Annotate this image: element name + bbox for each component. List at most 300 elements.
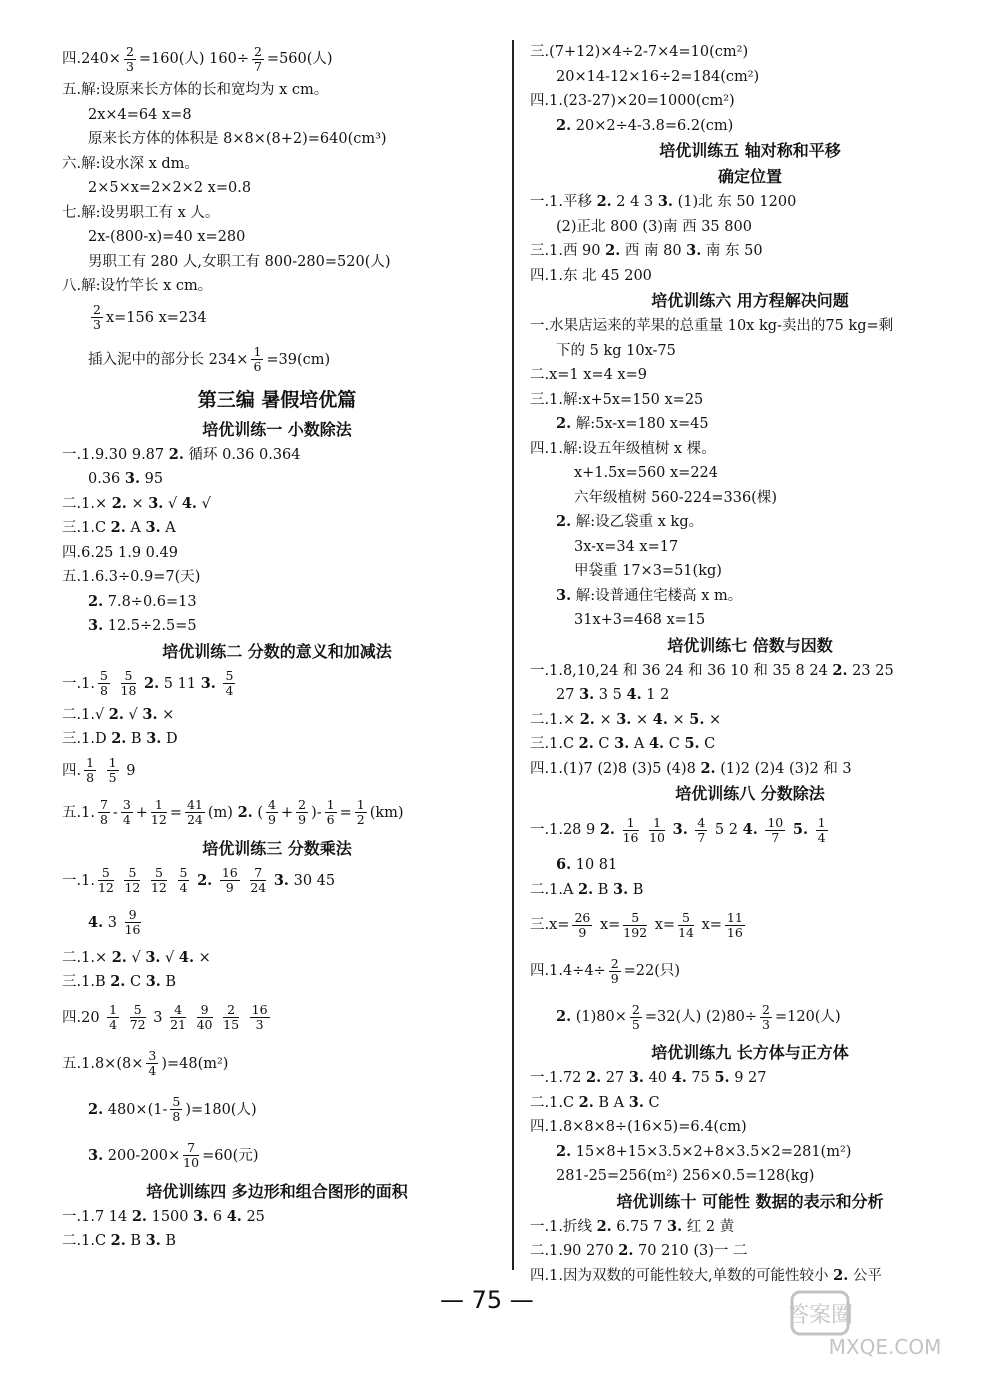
fraction-denominator: 7 [771, 829, 780, 845]
fraction-numerator: 1 [649, 816, 665, 831]
answer-text: 40 [643, 1070, 672, 1086]
item-number: 2. [556, 1142, 572, 1160]
answer-text: =22(只) [623, 963, 681, 979]
answer-text: = [169, 804, 182, 821]
answer-text: √ [123, 706, 143, 723]
answer-text: B [593, 881, 614, 898]
fraction [760, 1003, 772, 1032]
answer-text: - [112, 804, 118, 821]
item-number: 2. [88, 592, 104, 610]
item-number: 2. [131, 1207, 147, 1225]
answer-text: 插入泥中的部分长 234× [88, 351, 249, 368]
answer-line [530, 339, 970, 364]
answer-text: x= [696, 917, 722, 933]
fraction [355, 798, 367, 827]
item-number: 3. [613, 880, 629, 898]
fraction-numerator: 5 [179, 865, 188, 880]
answer-text: 3 [148, 1009, 168, 1026]
item-number: 2. [110, 973, 126, 990]
item-number: 2. [168, 445, 184, 463]
answer-text: 2x-(800-x)=40 x=280 [88, 229, 246, 245]
item-number: 2. [556, 116, 572, 134]
answer-text: ( [252, 804, 263, 821]
fraction-numerator: 5 [121, 669, 137, 684]
answer-text: )=180(人) [185, 1101, 257, 1118]
answer-text [615, 822, 620, 838]
fraction-numerator: 2 [125, 43, 134, 59]
answer-text: 七.解:设男职工有 x 人。 [62, 204, 220, 221]
fraction-numerator: 5 [678, 911, 694, 926]
answer-line [530, 559, 970, 584]
item-number: 3. [145, 1232, 161, 1249]
item-number: 2. [700, 759, 716, 777]
answer-text: 27 [556, 687, 580, 703]
answer-line [62, 176, 492, 201]
fraction-numerator: 1 [326, 797, 335, 812]
answer-line [530, 683, 970, 708]
answer-line [530, 1091, 970, 1116]
answer-text: 五.1. [62, 804, 95, 821]
answer-text: 四.240× [62, 51, 121, 67]
answer-text: =560(人) [266, 51, 333, 67]
fraction [197, 1003, 213, 1032]
answer-text [642, 822, 647, 838]
fraction [223, 1003, 239, 1032]
item-number: 3. [273, 871, 289, 889]
answer-text: 一.水果店运来的苹果的总重量 10x kg-卖出的75 kg=剩 [530, 318, 894, 334]
fraction-denominator: 4 [148, 1063, 157, 1078]
answer-text: 200-200× [103, 1147, 181, 1164]
answer-line [530, 215, 970, 240]
answer-text: 二.1.× [530, 711, 580, 728]
answer-text: 二.1.× [62, 495, 112, 512]
fraction-numerator: 2 [762, 1001, 770, 1017]
answer-text: 甲袋重 17×3=51(kg) [574, 563, 722, 579]
fraction-numerator: 1 [356, 797, 365, 812]
answer-text: 五.1.6.3÷0.9=7(天) [62, 569, 201, 585]
item-number: 2. [578, 880, 594, 898]
item-number: 2. [599, 821, 615, 838]
fraction-numerator: 5 [98, 866, 114, 881]
answer-text: 三.1.B [62, 974, 111, 990]
fraction-denominator: 12 [150, 880, 167, 895]
answer-text: 二.x=1 x=4 x=9 [530, 367, 647, 383]
item-number: 2. [108, 705, 124, 723]
answer-line [530, 1066, 970, 1091]
answer-line [62, 790, 492, 836]
answer-line [62, 862, 492, 900]
answer-text: 四.6.25 1.9 0.49 [62, 544, 178, 561]
answer-text: 一.1.9.30 9.87 [62, 446, 169, 463]
answer-text: 20×14-12×16÷2=184(cm²) [556, 68, 760, 85]
fraction-numerator: 4 [268, 797, 276, 812]
item-number: 3. [146, 730, 162, 747]
item-number: 2. [578, 735, 594, 752]
answer-line [530, 1140, 970, 1165]
item-number: 2. [111, 948, 127, 966]
answer-text [242, 1010, 247, 1026]
fraction-numerator: 9 [197, 1003, 213, 1018]
fraction [678, 911, 694, 940]
answer-line [62, 127, 492, 152]
answer-line [530, 659, 970, 684]
answer-line [530, 190, 970, 215]
answer-line [62, 78, 492, 103]
item-number: 2. [556, 415, 572, 432]
item-number: 4. [671, 1069, 687, 1086]
answer-text: 四.1.8×8×8÷(16×5)=6.4(cm) [530, 1119, 747, 1135]
answer-text: 八.解:设竹竿长 x cm。 [62, 278, 213, 294]
fraction-numerator: 2 [223, 1003, 239, 1018]
answer-line [530, 853, 970, 878]
left-column [62, 40, 492, 1254]
item-number: 3. [145, 948, 161, 966]
fraction-denominator: 24 [250, 880, 267, 895]
item-number: 2. [579, 710, 595, 728]
answer-text: (km) [369, 804, 404, 821]
fraction-numerator: 7 [183, 1141, 199, 1156]
answer-line [62, 40, 492, 78]
answer-text: C [125, 974, 146, 990]
answer-line [62, 752, 492, 790]
fraction-denominator: 6 [253, 359, 262, 374]
fraction [170, 1003, 186, 1032]
fraction-denominator: 12 [124, 880, 141, 895]
item-number: 3. [657, 193, 673, 210]
answer-text: 三.1.解:x+5x=150 x=25 [530, 391, 704, 408]
fraction [695, 816, 707, 845]
fraction-numerator: 9 [125, 908, 141, 923]
answer-line [530, 510, 970, 535]
fraction [98, 798, 110, 827]
fraction-numerator: 4 [697, 814, 706, 830]
answer-text: 解:设普通住宅楼高 x m。 [571, 587, 743, 604]
answer-text: =39(cm) [266, 351, 331, 368]
answer-text: 三.1.西 90 [530, 243, 606, 259]
answer-text [189, 1010, 194, 1026]
fraction [630, 1003, 642, 1032]
item-number: 3. [145, 973, 161, 990]
answer-line [62, 152, 492, 177]
fraction [98, 669, 110, 698]
item-number: 2. [832, 661, 848, 679]
answer-line [62, 103, 492, 128]
answer-text: 六年级植树 560-224=336(棵) [574, 489, 777, 506]
answer-line [530, 412, 970, 437]
item-number: 3. [88, 617, 104, 634]
fraction-denominator: 9 [610, 970, 619, 986]
fraction-denominator: 7 [697, 829, 706, 845]
answer-line [530, 40, 970, 65]
fraction-numerator: 5 [99, 668, 108, 683]
fraction-denominator: 24 [186, 812, 203, 827]
fraction [151, 866, 167, 895]
fraction-denominator: 12 [97, 880, 114, 895]
answer-line [62, 225, 492, 250]
answer-text: 2×5×x=2×2×2 x=0.8 [88, 180, 252, 196]
fraction-numerator: 10 [767, 814, 784, 830]
answer-text: 15×8+15×3.5×2+8×3.5×2=281(m²) [571, 1143, 852, 1160]
fraction-denominator: 16 [726, 924, 743, 940]
fraction-numerator: 4 [170, 1003, 186, 1018]
watermark-text-1: 答案圈 [790, 1303, 854, 1328]
answer-text: 70 210 (3)一 二 [633, 1243, 748, 1259]
fraction [725, 911, 745, 940]
fraction-numerator: 2 [253, 43, 262, 59]
answer-line [62, 703, 492, 728]
item-number: 2. [237, 803, 253, 821]
fraction-numerator: 2 [631, 1001, 640, 1017]
item-number: 2. [605, 242, 621, 259]
answer-text: 四.1.(23-27)×20=1000(cm²) [530, 93, 735, 109]
item-number: 3. [667, 1217, 683, 1235]
fraction-denominator: 2 [356, 812, 365, 827]
fraction [765, 816, 785, 845]
fraction [121, 669, 137, 698]
fraction-numerator: 26 [574, 909, 591, 925]
answer-line [62, 727, 492, 752]
answer-text [113, 676, 118, 692]
answer-text: 1 2 [641, 687, 670, 703]
answer-text: 一.1.8,10,24 和 36 24 和 36 10 和 35 8 24 [530, 662, 833, 679]
answer-text: )- [311, 804, 322, 821]
answer-line [530, 363, 970, 388]
answer-text: 1500 [146, 1208, 194, 1225]
fraction-denominator: 9 [268, 812, 276, 827]
answer-text: + [280, 804, 294, 821]
fraction [125, 908, 141, 937]
item-number: 2. [111, 730, 127, 747]
fraction [223, 669, 235, 698]
fraction-denominator: 8 [86, 770, 95, 785]
answer-text: 5 2 [710, 822, 743, 838]
answer-line [530, 757, 970, 782]
answer-line [62, 1041, 492, 1087]
item-number: 2. [556, 513, 572, 530]
answer-line [530, 89, 970, 114]
fraction [124, 866, 140, 895]
answer-text: 27 [601, 1070, 629, 1086]
fraction [325, 798, 337, 827]
answer-text: 一.1.72 [530, 1070, 587, 1086]
item-number: 2. [197, 871, 213, 889]
answer-text: 五.解:设原来长方体的长和宽均为 x cm。 [62, 82, 329, 98]
answer-text: 三.1.C [62, 520, 111, 536]
answer-text: 0.36 [88, 471, 125, 487]
fraction [170, 1095, 182, 1124]
answer-text: 三.1.C [530, 736, 579, 752]
fraction [266, 798, 278, 827]
fraction [98, 866, 114, 895]
answer-text: =32(人) (2)80÷ [644, 1009, 758, 1025]
answer-text: (1)北 东 50 1200 [672, 194, 797, 210]
item-number: 5. [714, 1069, 730, 1086]
section-heading: 培优训练一 小数除法 [202, 419, 352, 439]
fraction-numerator: 1 [817, 814, 826, 830]
answer-text: × [194, 949, 211, 966]
answer-text: D [161, 731, 178, 747]
answer-text: × [594, 711, 617, 728]
answer-text: √ [163, 495, 182, 512]
watermark-logo [790, 1290, 980, 1360]
fraction-numerator: 2 [298, 797, 307, 812]
answer-text: × [126, 495, 149, 512]
answer-text: 二.1.90 270 [530, 1243, 619, 1259]
answer-text: 5 11 [159, 675, 201, 692]
answer-line [62, 590, 492, 615]
answer-text: 3 [103, 914, 122, 931]
section-heading: 培优训练三 分数乘法 [202, 838, 352, 858]
answer-text: 6.75 7 [611, 1218, 668, 1235]
answer-line [530, 1239, 970, 1264]
column-divider [512, 40, 514, 1270]
right-column [530, 40, 970, 1288]
fraction [84, 756, 96, 785]
answer-text: x= [595, 917, 621, 933]
fraction-denominator: 21 [170, 1017, 186, 1032]
fraction-numerator: 16 [251, 1002, 268, 1017]
fraction-numerator: 2 [610, 955, 619, 971]
answer-text: =160(人) 160÷ [138, 51, 249, 67]
fraction-numerator: 1 [109, 1002, 118, 1017]
answer-text: 四.1.因为双数的可能性较大,单数的可能性较小 [530, 1267, 834, 1284]
fraction [250, 866, 266, 895]
answer-line [62, 1229, 492, 1254]
answer-line [62, 299, 492, 337]
answer-text: 二.1.A [530, 881, 579, 898]
section-heading: 培优训练八 分数除法 [675, 784, 825, 803]
fraction-denominator: 6 [326, 812, 335, 827]
fraction-numerator: 5 [172, 1094, 181, 1109]
answer-line [62, 1205, 492, 1230]
answer-line [62, 516, 492, 541]
answer-line [62, 565, 492, 590]
answer-line [530, 878, 970, 903]
section-heading: 培优训练五 轴对称和平移 [659, 141, 841, 160]
answer-text: x=156 x=234 [105, 309, 207, 326]
answer-text: 六.解:设水深 x dm。 [62, 155, 199, 172]
answer-line [62, 665, 492, 703]
item-number: 2. [110, 1232, 126, 1249]
answer-text: )=48(m²) [161, 1055, 229, 1072]
fraction-denominator: 16 [622, 829, 639, 845]
answer-line [530, 1115, 970, 1140]
fraction [146, 1049, 158, 1078]
fraction [572, 911, 592, 940]
answer-text: B [160, 1233, 177, 1249]
answer-line [62, 467, 492, 492]
item-number: 4. [652, 710, 668, 728]
item-number: 3. [88, 1146, 104, 1164]
fraction [130, 1003, 146, 1032]
answer-text [758, 822, 763, 838]
fraction-denominator: 8 [99, 683, 108, 698]
item-number: 4. [626, 686, 642, 703]
answer-text: √ [126, 949, 146, 966]
item-number: 3. [200, 674, 216, 692]
fraction-denominator: 8 [172, 1109, 181, 1124]
answer-text: C [593, 736, 615, 752]
fraction-numerator: 5 [130, 1003, 146, 1018]
item-number: 2. [110, 519, 126, 536]
answer-text: B [125, 1233, 146, 1249]
section-heading: 第三编 暑假培优篇 [197, 388, 357, 411]
answer-line [530, 708, 970, 733]
answer-line [530, 994, 970, 1040]
fraction-numerator: 5 [623, 911, 647, 926]
fraction-denominator: 4 [109, 1017, 118, 1032]
answer-text: 循环 0.36 0.364 [183, 446, 301, 463]
fraction [220, 866, 240, 895]
fraction-denominator: 5 [631, 1016, 640, 1032]
answer-text: 2 4 3 [611, 194, 658, 210]
answer-text: 12.5÷2.5=5 [103, 618, 197, 634]
item-number: 3. [616, 710, 632, 728]
answer-text: 一.1.7 14 [62, 1208, 132, 1225]
answer-text [808, 822, 813, 838]
fraction-denominator: 4 [225, 683, 234, 698]
item-number: 4. [226, 1207, 242, 1225]
item-number: 5. [689, 710, 705, 728]
answer-line [530, 65, 970, 90]
item-number: 3. [614, 735, 630, 752]
answer-text: × [157, 706, 175, 723]
answer-text: A [629, 736, 649, 752]
fraction-numerator: 5 [151, 866, 167, 881]
answer-text: 23 25 [847, 662, 894, 679]
answer-line [530, 807, 970, 853]
answer-text: 三.(7+12)×4÷2-7×4=10(cm²) [530, 44, 749, 60]
fraction-denominator: 4 [817, 829, 826, 845]
item-number: 4. [742, 821, 758, 838]
answer-text: 红 2 黄 [682, 1218, 735, 1235]
answer-text: + [135, 804, 148, 821]
fraction [296, 798, 308, 827]
answer-text [143, 873, 148, 889]
item-number: 4. [178, 948, 195, 966]
answer-line [62, 970, 492, 995]
answer-line [530, 1264, 970, 1289]
answer-text: 20×2÷4-3.8=6.2(cm) [571, 117, 734, 134]
fraction-numerator: 5 [124, 866, 140, 881]
answer-line [530, 114, 970, 139]
answer-text: B [126, 731, 147, 747]
answer-text: 南 东 50 [701, 243, 763, 259]
answer-line [62, 541, 492, 566]
answer-line [530, 264, 970, 289]
fraction-numerator: 41 [186, 797, 203, 812]
answer-text: A [125, 520, 146, 536]
answer-text: x= [650, 917, 676, 933]
fraction-denominator: 14 [678, 924, 694, 940]
answer-text: 西 南 80 [620, 243, 687, 259]
fraction-denominator: 5 [108, 770, 117, 785]
answer-line [530, 902, 970, 948]
answer-text: 30 45 [288, 872, 336, 889]
item-number: 4. [88, 913, 104, 931]
fraction-denominator: 9 [225, 880, 234, 895]
answer-text: 原来长方体的体积是 8×8×(8+2)=640(cm³) [88, 131, 387, 147]
answer-text: 二.1.√ [62, 706, 109, 723]
answer-line [530, 732, 970, 757]
fraction [623, 911, 647, 940]
item-number: 2. [144, 674, 160, 692]
answer-text: √ [160, 949, 179, 966]
fraction-numerator: 7 [250, 866, 266, 881]
fraction-denominator: 72 [129, 1017, 146, 1032]
answer-text: =60(元) [202, 1147, 259, 1164]
item-number: 3. [686, 242, 702, 259]
